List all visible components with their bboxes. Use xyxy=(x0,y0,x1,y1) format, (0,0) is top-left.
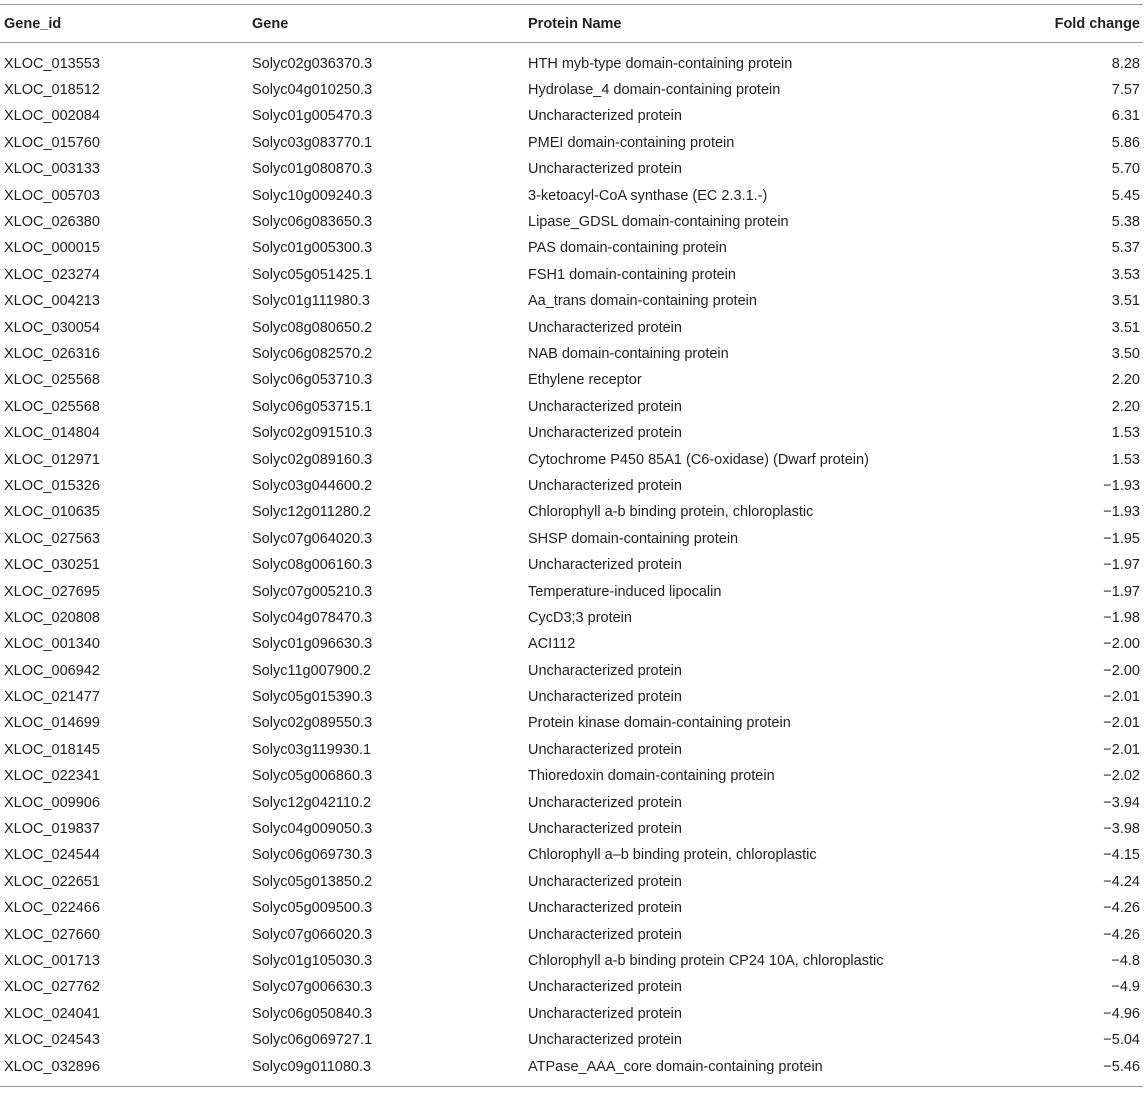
cell-gene: Solyc12g042110.2 xyxy=(252,794,372,811)
cell-fold-change: 2.20 xyxy=(1111,372,1140,389)
cell-protein-name: ATPase_AAA_core domain-containing protein xyxy=(528,1058,823,1075)
cell-gene: Solyc07g066020.3 xyxy=(252,926,373,943)
cell-protein-name: Uncharacterized protein xyxy=(528,873,682,890)
table-row xyxy=(0,341,1143,367)
table-row xyxy=(0,631,1143,657)
table-row xyxy=(0,869,1143,895)
cell-protein-name: Temperature-induced lipocalin xyxy=(528,583,722,600)
cell-gene: Solyc06g050840.3 xyxy=(252,1005,373,1022)
cell-fold-change: −4.8 xyxy=(1111,952,1140,969)
cell-gene: Solyc07g064020.3 xyxy=(252,530,373,547)
gene-table xyxy=(0,4,1143,1086)
cell-gene-id: XLOC_030054 xyxy=(4,319,100,336)
table-row xyxy=(0,103,1143,129)
cell-gene-id: XLOC_009906 xyxy=(4,794,100,811)
cell-gene-id: XLOC_018145 xyxy=(4,741,100,758)
cell-protein-name: Uncharacterized protein xyxy=(528,794,682,811)
cell-gene-id: XLOC_027563 xyxy=(4,530,100,547)
cell-gene: Solyc06g053715.1 xyxy=(252,398,373,415)
cell-gene-id: XLOC_020808 xyxy=(4,609,100,626)
cell-protein-name: Chlorophyll a-b binding protein CP24 10A, chloroplastic xyxy=(528,952,884,969)
header-gene: Gene xyxy=(248,5,524,43)
cell-gene: Solyc10g009240.3 xyxy=(252,187,373,204)
header-protein-name: Protein Name xyxy=(524,5,993,43)
cell-gene-id: XLOC_018512 xyxy=(4,82,100,99)
cell-gene-id: XLOC_032896 xyxy=(4,1058,100,1075)
cell-protein-name: FSH1 domain-containing protein xyxy=(528,266,736,283)
cell-fold-change: −3.94 xyxy=(1103,794,1140,811)
cell-protein-name: Chlorophyll a–b binding protein, chloroplastic xyxy=(528,847,817,864)
cell-gene-id: XLOC_022651 xyxy=(4,873,100,890)
cell-gene-id: XLOC_014699 xyxy=(4,715,100,732)
cell-fold-change: −2.00 xyxy=(1103,636,1140,653)
table-row xyxy=(0,737,1143,763)
cell-gene-id: XLOC_021477 xyxy=(4,689,100,706)
cell-protein-name: SHSP domain-containing protein xyxy=(528,530,739,547)
cell-protein-name: CycD3;3 protein xyxy=(528,609,632,626)
cell-gene-id: XLOC_027762 xyxy=(4,979,100,996)
cell-gene: Solyc09g011080.3 xyxy=(252,1058,372,1075)
cell-gene-id: XLOC_019837 xyxy=(4,821,100,838)
cell-gene-id: XLOC_004213 xyxy=(4,293,100,310)
cell-protein-name: Uncharacterized protein xyxy=(528,161,682,178)
cell-gene-id: XLOC_030251 xyxy=(4,557,100,574)
cell-protein-name: Uncharacterized protein xyxy=(528,319,682,336)
cell-fold-change: −3.98 xyxy=(1103,821,1140,838)
cell-fold-change: −4.96 xyxy=(1103,1005,1140,1022)
cell-gene: Solyc11g007900.2 xyxy=(252,662,372,679)
cell-fold-change: −4.26 xyxy=(1103,926,1140,943)
cell-gene-id: XLOC_000015 xyxy=(4,240,100,257)
cell-protein-name: Uncharacterized protein xyxy=(528,477,682,494)
cell-fold-change: −2.01 xyxy=(1103,741,1140,758)
cell-gene-id: XLOC_023274 xyxy=(4,266,100,283)
cell-gene: Solyc01g005300.3 xyxy=(252,240,373,257)
table-row xyxy=(0,367,1143,393)
table-row xyxy=(0,974,1143,1000)
cell-gene: Solyc02g091510.3 xyxy=(252,425,373,442)
cell-gene: Solyc06g082570.2 xyxy=(252,345,373,362)
cell-gene: Solyc02g089550.3 xyxy=(252,715,373,732)
cell-gene-id: XLOC_012971 xyxy=(4,451,100,468)
table-row xyxy=(0,1053,1143,1085)
cell-protein-name: Uncharacterized protein xyxy=(528,1005,682,1022)
cell-protein-name: ACI112 xyxy=(528,636,576,653)
cell-protein-name: PMEI domain-containing protein xyxy=(528,134,735,151)
cell-protein-name: Hydrolase_4 domain-containing protein xyxy=(528,82,781,99)
cell-fold-change: −2.01 xyxy=(1103,689,1140,706)
cell-fold-change: 1.53 xyxy=(1111,451,1140,468)
cell-protein-name: Uncharacterized protein xyxy=(528,741,682,758)
cell-gene: Solyc08g080650.2 xyxy=(252,319,373,336)
cell-protein-name: Uncharacterized protein xyxy=(528,398,682,415)
cell-protein-name: Uncharacterized protein xyxy=(528,689,682,706)
cell-gene-id: XLOC_003133 xyxy=(4,161,100,178)
cell-gene: Solyc06g069727.1 xyxy=(252,1032,373,1049)
table-row xyxy=(0,156,1143,182)
cell-gene-id: XLOC_024041 xyxy=(4,1005,100,1022)
table-row xyxy=(0,710,1143,736)
cell-protein-name: Uncharacterized protein xyxy=(528,900,682,917)
cell-protein-name: Uncharacterized protein xyxy=(528,425,682,442)
table-row xyxy=(0,130,1143,156)
cell-gene: Solyc03g083770.1 xyxy=(252,134,373,151)
cell-fold-change: −1.93 xyxy=(1103,504,1140,521)
cell-protein-name: Uncharacterized protein xyxy=(528,821,682,838)
cell-fold-change: −2.02 xyxy=(1103,768,1140,785)
table-row xyxy=(0,1001,1143,1027)
cell-gene-id: XLOC_013553 xyxy=(4,55,100,72)
cell-gene-id: XLOC_006942 xyxy=(4,662,100,679)
cell-gene-id: XLOC_015326 xyxy=(4,477,100,494)
cell-fold-change: −4.26 xyxy=(1103,900,1140,917)
table-row xyxy=(0,684,1143,710)
cell-protein-name: Lipase_GDSL domain-containing protein xyxy=(528,214,789,231)
cell-gene: Solyc05g015390.3 xyxy=(252,689,373,706)
cell-fold-change: −5.04 xyxy=(1103,1032,1140,1049)
cell-gene: Solyc01g105030.3 xyxy=(252,952,373,969)
cell-fold-change: −2.01 xyxy=(1103,715,1140,732)
cell-protein-name: Cytochrome P450 85A1 (C6-oxidase) (Dwarf protein) xyxy=(528,451,869,468)
table-row xyxy=(0,763,1143,789)
cell-protein-name: 3-ketoacyl-CoA synthase (EC 2.3.1.-) xyxy=(528,187,768,204)
cell-gene-id: XLOC_026316 xyxy=(4,345,100,362)
cell-gene: Solyc04g009050.3 xyxy=(252,821,373,838)
cell-fold-change: 3.51 xyxy=(1111,293,1140,310)
cell-gene: Solyc03g119930.1 xyxy=(252,741,372,758)
table-row xyxy=(0,1027,1143,1053)
cell-fold-change: 5.45 xyxy=(1111,187,1140,204)
cell-fold-change: −1.97 xyxy=(1103,557,1140,574)
cell-fold-change: 8.28 xyxy=(1111,55,1140,72)
header-gene-id: Gene_id xyxy=(0,5,248,43)
table-row xyxy=(0,394,1143,420)
table-row xyxy=(0,789,1143,815)
cell-protein-name: HTH myb-type domain-containing protein xyxy=(528,55,793,72)
table-row xyxy=(0,552,1143,578)
table-row xyxy=(0,526,1143,552)
cell-protein-name: Uncharacterized protein xyxy=(528,662,682,679)
cell-gene-id: XLOC_027660 xyxy=(4,926,100,943)
table-bottom-rule xyxy=(0,1086,1143,1087)
table-row xyxy=(0,43,1143,77)
table-row xyxy=(0,420,1143,446)
cell-fold-change: −1.95 xyxy=(1103,530,1140,547)
cell-protein-name: Thioredoxin domain-containing protein xyxy=(528,768,775,785)
cell-protein-name: Uncharacterized protein xyxy=(528,557,682,574)
table-row xyxy=(0,499,1143,525)
table-row xyxy=(0,816,1143,842)
cell-gene: Solyc06g053710.3 xyxy=(252,372,373,389)
table-row xyxy=(0,288,1143,314)
cell-gene: Solyc06g069730.3 xyxy=(252,847,373,864)
cell-fold-change: 3.51 xyxy=(1111,319,1140,336)
cell-gene-id: XLOC_022466 xyxy=(4,900,100,917)
cell-gene: Solyc03g044600.2 xyxy=(252,477,373,494)
table-row xyxy=(0,446,1143,472)
table-row xyxy=(0,182,1143,208)
cell-gene: Solyc01g111980.3 xyxy=(252,293,370,310)
cell-gene: Solyc02g036370.3 xyxy=(252,55,373,72)
cell-gene-id: XLOC_014804 xyxy=(4,425,100,442)
table-header xyxy=(0,5,1143,43)
cell-fold-change: −5.46 xyxy=(1103,1058,1140,1075)
cell-fold-change: −2.00 xyxy=(1103,662,1140,679)
cell-fold-change: −4.24 xyxy=(1103,873,1140,890)
gene-table-container xyxy=(0,4,1145,1087)
cell-gene: Solyc07g005210.3 xyxy=(252,583,373,600)
cell-gene: Solyc01g080870.3 xyxy=(252,161,373,178)
cell-fold-change: −1.97 xyxy=(1103,583,1140,600)
cell-gene: Solyc02g089160.3 xyxy=(252,451,373,468)
cell-fold-change: 7.57 xyxy=(1111,82,1140,99)
cell-gene: Solyc05g006860.3 xyxy=(252,768,373,785)
cell-protein-name: Uncharacterized protein xyxy=(528,1032,682,1049)
cell-fold-change: 3.53 xyxy=(1111,266,1140,283)
cell-gene-id: XLOC_022341 xyxy=(4,768,100,785)
table-row xyxy=(0,578,1143,604)
cell-gene: Solyc01g005470.3 xyxy=(252,108,373,125)
table-row xyxy=(0,948,1143,974)
cell-gene: Solyc12g011280.2 xyxy=(252,504,372,521)
cell-fold-change: 5.70 xyxy=(1111,161,1140,178)
table-row xyxy=(0,473,1143,499)
cell-gene-id: XLOC_001713 xyxy=(4,952,100,969)
cell-protein-name: Chlorophyll a-b binding protein, chloroplastic xyxy=(528,504,814,521)
cell-protein-name: Aa_trans domain-containing protein xyxy=(528,293,757,310)
cell-protein-name: Uncharacterized protein xyxy=(528,926,682,943)
cell-fold-change: 5.86 xyxy=(1111,134,1140,151)
cell-gene-id: XLOC_024544 xyxy=(4,847,100,864)
cell-protein-name: Ethylene receptor xyxy=(528,372,642,389)
cell-fold-change: −1.98 xyxy=(1103,609,1140,626)
header-row xyxy=(0,5,1143,43)
cell-gene-id: XLOC_002084 xyxy=(4,108,100,125)
cell-fold-change: 1.53 xyxy=(1111,425,1140,442)
cell-gene-id: XLOC_025568 xyxy=(4,372,100,389)
cell-gene-id: XLOC_005703 xyxy=(4,187,100,204)
cell-fold-change: −4.9 xyxy=(1111,979,1140,996)
cell-gene: Solyc07g006630.3 xyxy=(252,979,373,996)
cell-gene: Solyc04g078470.3 xyxy=(252,609,373,626)
table-row xyxy=(0,209,1143,235)
cell-fold-change: 5.37 xyxy=(1111,240,1140,257)
cell-gene-id: XLOC_015760 xyxy=(4,134,100,151)
table-row xyxy=(0,657,1143,683)
table-row xyxy=(0,77,1143,103)
table-row xyxy=(0,235,1143,261)
cell-protein-name: Uncharacterized protein xyxy=(528,979,682,996)
cell-gene: Solyc01g096630.3 xyxy=(252,636,373,653)
cell-gene: Solyc04g010250.3 xyxy=(252,82,373,99)
table-row xyxy=(0,262,1143,288)
cell-gene: Solyc05g051425.1 xyxy=(252,266,373,283)
cell-gene: Solyc05g009500.3 xyxy=(252,900,373,917)
cell-gene-id: XLOC_024543 xyxy=(4,1032,100,1049)
cell-gene-id: XLOC_025568 xyxy=(4,398,100,415)
table-row xyxy=(0,921,1143,947)
cell-fold-change: −4.15 xyxy=(1103,847,1140,864)
cell-gene: Solyc08g006160.3 xyxy=(252,557,373,574)
cell-protein-name: NAB domain-containing protein xyxy=(528,345,729,362)
cell-gene: Solyc05g013850.2 xyxy=(252,873,373,890)
cell-gene: Solyc06g083650.3 xyxy=(252,214,373,231)
cell-gene-id: XLOC_001340 xyxy=(4,636,100,653)
cell-gene-id: XLOC_027695 xyxy=(4,583,100,600)
cell-fold-change: 6.31 xyxy=(1111,108,1140,125)
cell-protein-name: Uncharacterized protein xyxy=(528,108,682,125)
cell-fold-change: −1.93 xyxy=(1103,477,1140,494)
cell-gene-id: XLOC_010635 xyxy=(4,504,100,521)
table-row xyxy=(0,895,1143,921)
cell-gene-id: XLOC_026380 xyxy=(4,214,100,231)
table-body xyxy=(0,43,1143,1086)
cell-fold-change: 2.20 xyxy=(1111,398,1140,415)
header-fold-change: Fold change xyxy=(993,5,1143,43)
table-row xyxy=(0,314,1143,340)
cell-fold-change: 5.38 xyxy=(1111,214,1140,231)
cell-fold-change: 3.50 xyxy=(1111,345,1140,362)
table-row xyxy=(0,605,1143,631)
cell-protein-name: PAS domain-containing protein xyxy=(528,240,727,257)
cell-protein-name: Protein kinase domain-containing protein xyxy=(528,715,791,732)
table-row xyxy=(0,842,1143,868)
